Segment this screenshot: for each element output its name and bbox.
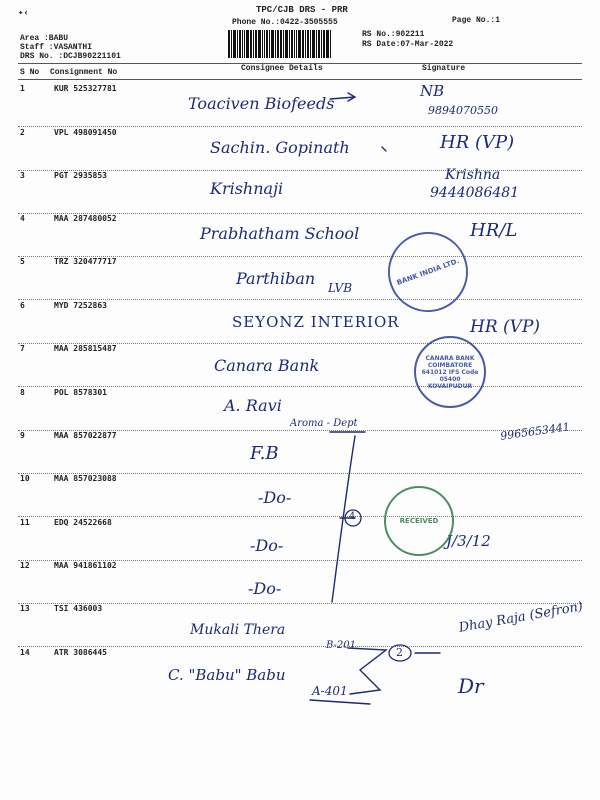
signature-handwriting: Dhay Raja (Sefron) [457,599,585,636]
col-signature: Signature [422,64,466,73]
consignee-handwriting: SEYONZ INTERIOR [232,313,400,331]
consignee-handwriting: Sachin. Gopinath [210,138,350,157]
phone-handwriting: 9894070550 [428,104,498,117]
phone-handwriting: 9444086481 [430,185,520,201]
row-consignment: MAA 285815487 [54,344,117,353]
row-consignment: KUR 525327781 [54,84,117,93]
consignee-handwriting: Mukali Thera [190,622,286,638]
consignee-handwriting: -Do- [248,579,282,598]
row-sno: 9 [20,431,25,440]
signature-handwriting: Krishna [445,167,501,183]
row-sno: 8 [20,388,25,397]
corner-mark: ✦‹ [18,8,29,18]
signature-handwriting: HR (VP) [470,317,541,337]
row-consignment: EDQ 24522668 [54,518,112,527]
stamp-text: BANK INDIA LTD. [395,256,461,288]
row-consignment: PGT 2935853 [54,171,107,180]
page-number: Page No.:1 [452,16,501,25]
phone-number: Phone No.:0422-3505555 [232,18,338,27]
row-consignment: MAA 857023088 [54,474,117,483]
consignee-handwriting: A. Ravi [224,396,282,415]
row-sno: 3 [20,171,25,180]
extra-handwriting: A-401 [312,684,348,698]
signature-handwriting: J/3/12 [446,532,491,550]
row-consignment: TSI 436003 [54,604,103,613]
consignee-handwriting: Canara Bank [214,356,320,375]
row-sno: 5 [20,257,25,266]
col-consignee: Consignee Details [241,64,323,73]
area-label: Area :BABU [20,34,69,43]
circled-number: 4 [349,511,356,522]
row-sno: 11 [20,518,30,527]
consignee-handwriting: Parthiban [236,269,316,288]
extra-handwriting: LVB [328,281,353,295]
signature-handwriting: HR (VP) [440,132,515,153]
doc-title: TPC/CJB DRS - PRR [256,5,348,15]
rs-date: RS Date:07-Mar-2022 [362,40,454,49]
consignee-handwriting: Toaciven Biofeeds [188,94,335,113]
drs-number: DRS No. :DCJB90221101 [20,52,121,61]
consignee-handwriting: Krishnaji [210,179,284,198]
canara-bank-stamp [414,336,486,408]
row-sno: 2 [20,128,25,137]
stamp-text: CANARA BANK COIMBATORE 641012 IFS Code 05400 KOVAIPUDUR [421,354,479,390]
row-sno: 10 [20,474,30,483]
consignee-handwriting: C. "Babu" Babu [168,666,286,684]
consignee-handwriting: -Do- [250,536,284,555]
row-consignment: POL 8578301 [54,388,107,397]
row-sno: 6 [20,301,25,310]
row-sno: 4 [20,214,25,223]
row-consignment: TRZ 320477717 [54,257,117,266]
extra-handwriting: B-201 [326,640,356,651]
signature-handwriting: HR/L [470,220,518,241]
col-sno: S No [20,68,40,77]
staff-label: Staff :VASANTHI [20,43,93,52]
rs-number: RS No.:902211 [362,30,425,39]
phone-handwriting: 9965653441 [499,420,571,443]
row-consignment: MAA 941861102 [54,561,117,570]
row-consignment: VPL 498091450 [54,128,117,137]
consignee-handwriting: F.B [250,443,279,464]
row-consignment: MYD 7252863 [54,301,107,310]
row-sno: 12 [20,561,30,570]
stamp-text: RECEIVED [399,517,439,525]
row-consignment: ATR 3086445 [54,648,107,657]
row-sno: 14 [20,648,30,657]
circled-number: 2 [396,646,403,659]
row-sno: 13 [20,604,30,613]
signature-handwriting: Dr [458,674,484,698]
row-consignment: MAA 857022877 [54,431,117,440]
consignee-handwriting: Prabhatham School [200,224,360,243]
row-consignment: MAA 287480052 [54,214,117,223]
green-seal-stamp [384,486,454,556]
extra-handwriting: Aroma - Dept [290,418,358,429]
row-sno: 7 [20,344,25,353]
col-consignment: Consignment No [50,68,118,77]
consignee-handwriting: -Do- [258,488,292,507]
signature-handwriting: NB [420,82,445,100]
row-sno: 1 [20,84,25,93]
